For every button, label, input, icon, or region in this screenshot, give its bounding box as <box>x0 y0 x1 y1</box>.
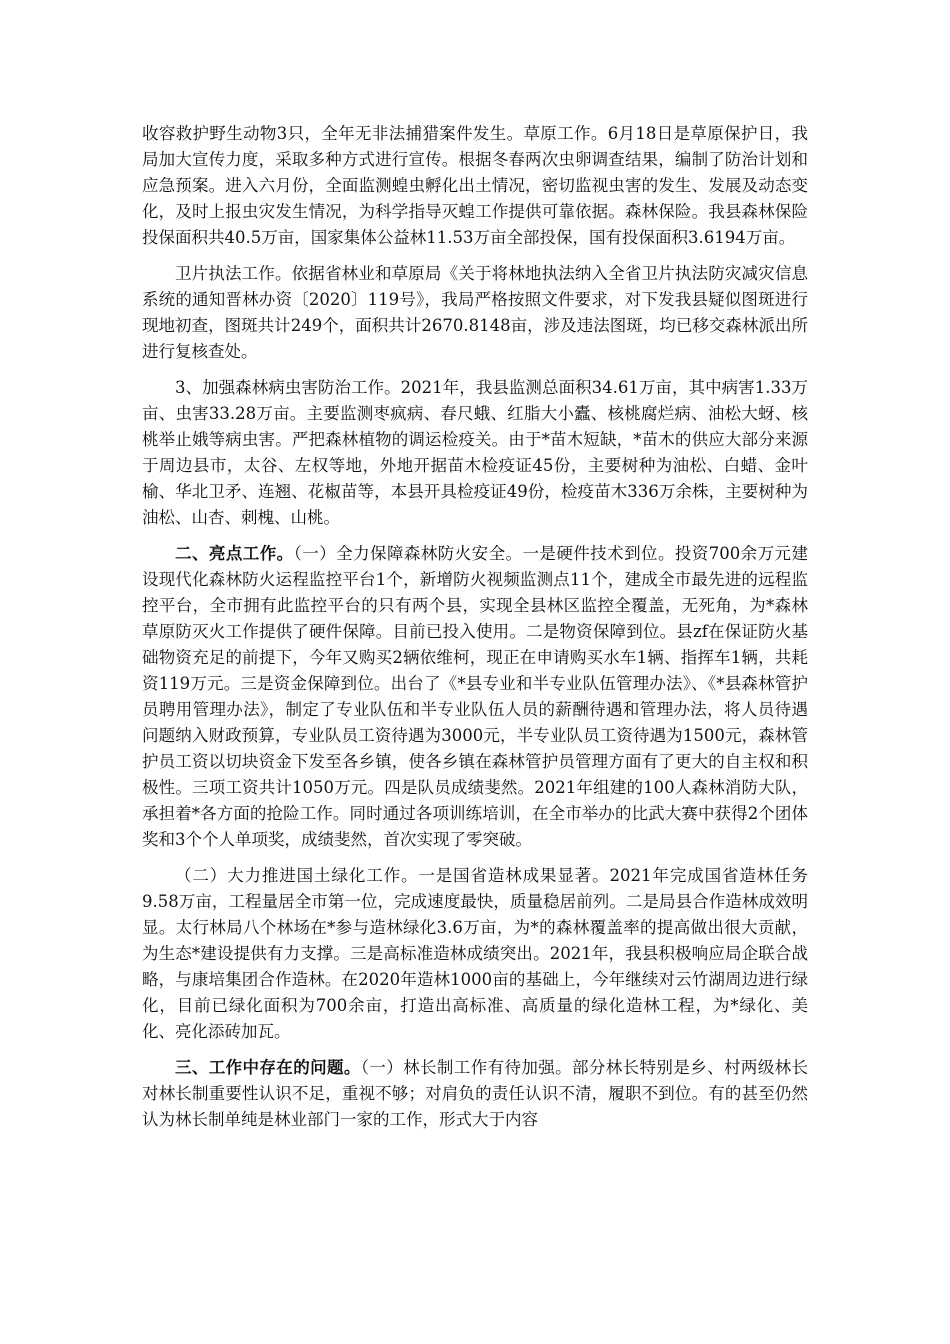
paragraph-text: 3、加强森林病虫害防治工作。2021年，我县监测总面积34.61万亩，其中病害1.33万亩、虫害33.28万亩。主要监测枣疯病、春尺蛾、红脂大小蠹、核桃腐烂病、油松大蚜、核桃举止娥等病虫害。严把森林植物的调运检疫关。由于*苗木短缺，*苗木的供应大部分来源于周边县市，太谷、左权等地，外地开据苗木检疫证45份，主要树种为油松、白蜡、金叶榆、华北卫矛、连翘、花椒苗等，本县开具检疫证49份，检疫苗木336万余株，主要树种为油松、山杏、刺槐、山桃。 <box>142 378 808 527</box>
section-heading-highlights: 二、亮点工作。 <box>175 544 294 563</box>
paragraph-pest-control <box>142 375 808 531</box>
paragraph-satellite-enforcement <box>142 261 808 365</box>
paragraph-greening <box>142 863 808 1045</box>
section-heading-problems: 三、工作中存在的问题。 <box>175 1058 361 1077</box>
paragraph-highlights <box>142 541 808 853</box>
paragraph-text: 收容救护野生动物3只，全年无非法捕猎案件发生。草原工作。6月18日是草原保护日，我局加大宣传力度，采取多种方式进行宣传。根据冬春两次虫卵调查结果，编制了防治计划和应急预案。进入六月份，全面监测蝗虫孵化出土情况，密切监视虫害的发生、发展及动态变化，及时上报虫灾发生情况，为科学指导灭蝗工作提供可靠依据。森林保险。我县森林保险投保面积共40.5万亩，国家集体公益林11.53万亩全部投保，国有投保面积3.6194万亩。 <box>142 124 808 247</box>
paragraph-wildlife-grassland-insurance <box>142 121 808 251</box>
paragraph-text: （一）林长制工作有待加强。部分林长特别是乡、村两级林长对林长制重要性认识不足，重视不够；对肩负的责任认识不清，履职不到位。有的甚至仍然认为林长制单纯是林业部门一家的工作，形式大于内容 <box>142 1058 809 1129</box>
paragraph-text: （一）全力保障森林防火安全。一是硬件技术到位。投资700余万元建设现代化森林防火运程监控平台1个，新增防火视频监测点11个，建成全市最先进的远程监控平台，全市拥有此监控平台的只有两个县，实现全县林区监控全覆盖，无死角，为*森林草原防灭火工作提供了硬件保障。目前已投入使用。二是物资保障到位。县zf在保证防火基础物资充足的前提下，今年又购买2辆依维柯，现正在申请购买水车1辆、指挥车1辆，共耗资119万元。三是资金保障到位。出台了《*县专业和半专业队伍管理办法》、《*县森林管护员聘用管理办法》，制定了专业队伍和半专业队伍人员的薪酬待遇和管理办法，将人员待遇问题纳入财政预算，专业队员工资待遇为3000元，半专业队员工资待遇为1500元，森林管护员工资以切块资金下发至各乡镇，使各乡镇在森林管护员管理方面有了更大的自主权和积极性。三项工资共计1050万元。四是队员成绩斐然。2021年组建的100人森林消防大队，承担着*各方面的抢险工作。同时通过各项训练培训，在全市举办的比武大赛中获得2个团体奖和3个个人单项奖，成绩斐然，首次实现了零突破。 <box>142 544 808 849</box>
paragraph-problems <box>142 1055 808 1133</box>
paragraph-text: （二）大力推进国土绿化工作。一是国省造林成果显著。2021年完成国省造林任务9.58万亩，工程量居全市第一位，完成速度最快，质量稳居前列。二是局县合作造林成效明显。太行林局八个林场在*参与造林绿化3.6万亩，为*的森林覆盖率的提高做出很大贡献，为生态*建设提供有力支撑。三是高标准造林成绩突出。2021年，我县积极响应局企联合战略，与康培集团合作造林。在2020年造林1000亩的基础上，今年继续对云竹湖周边进行绿化，目前已绿化面积为700余亩，打造出高标准、高质量的绿化造林工程，为*绿化、美化、亮化添砖加瓦。 <box>142 866 808 1041</box>
paragraph-text: 卫片执法工作。依据省林业和草原局《关于将林地执法纳入全省卫片执法防灾减灾信息系统的通知晋林办资〔2020〕119号》，我局严格按照文件要求，对下发我县疑似图斑进行现地初查，图斑共计249个，面积共计2670.8148亩，涉及违法图斑，均已移交森林派出所进行复核查处。 <box>142 264 808 361</box>
document-page <box>142 121 808 1133</box>
